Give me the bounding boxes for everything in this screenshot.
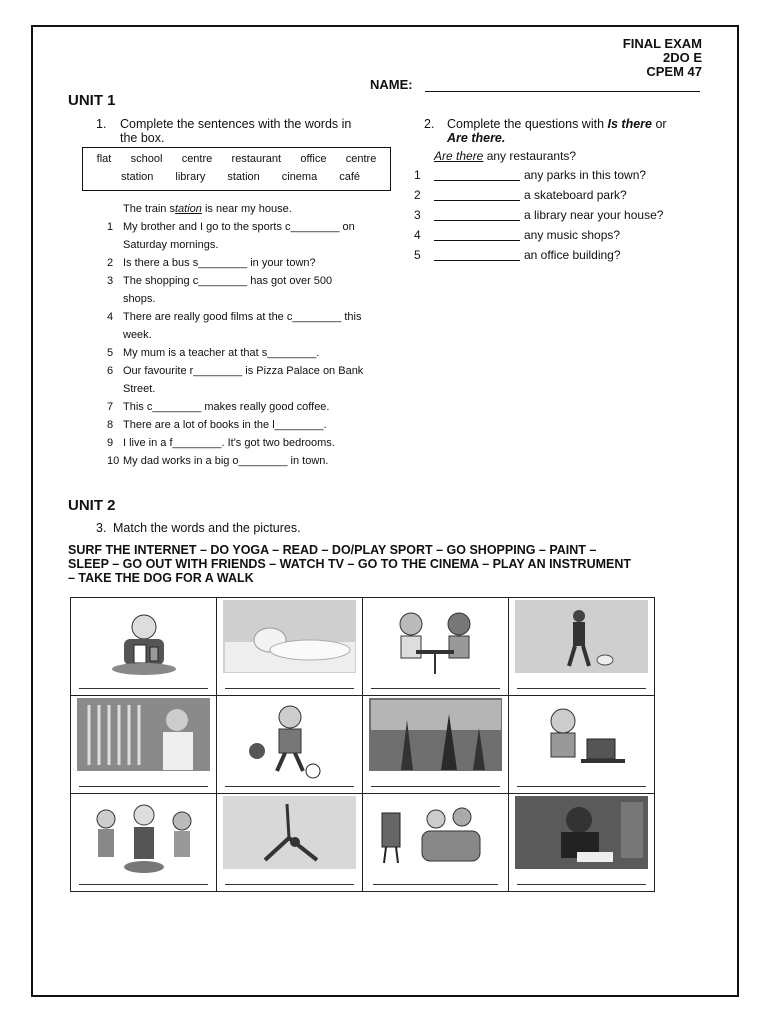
word-box-word: station [227, 171, 260, 183]
ex1-example [123, 202, 292, 216]
picture-cell [71, 598, 217, 696]
answer-line[interactable] [79, 884, 208, 885]
reading-student-picture [515, 796, 648, 869]
ex1-example-word: tation [174, 203, 202, 215]
ex1-item-number: 8 [107, 419, 114, 431]
activity-list-line2: SLEEP – GO OUT WITH FRIENDS – WATCH TV – GO TO THE CINEMA – PLAY AN INSTRUMENT [68, 557, 632, 571]
answer-line[interactable] [517, 786, 646, 787]
ex2-instr-is-there: Is there [607, 117, 652, 131]
ex2-item-number: 3 [414, 208, 421, 222]
word-box-word: centre [345, 153, 377, 165]
ex1-item-number: 6 [107, 365, 114, 377]
ex1-item-number: 7 [107, 401, 114, 413]
ex2-item-text: an office building? [524, 248, 621, 262]
ex2-instr-or: or [651, 117, 667, 131]
band-instruments-picture [79, 799, 208, 877]
sport-player-picture [225, 701, 354, 779]
ex1-item-text: There are really good films at the c________ this [123, 311, 362, 323]
answer-line[interactable] [79, 786, 208, 787]
activity-list-line1: SURF THE INTERNET – DO YOGA – READ – DO/PLAY SPORT – GO SHOPPING – PAINT – [68, 543, 597, 557]
shopping-clothes-picture [77, 698, 210, 771]
watching-tv-picture [371, 799, 500, 877]
ex1-item-text-cont: Saturday mornings. [123, 239, 219, 251]
picture-cell [509, 598, 655, 696]
picture-cell [363, 794, 509, 892]
cinema-popcorn-picture [79, 603, 208, 681]
ex1-item-text: My mum is a teacher at that s________. [123, 347, 320, 359]
ex1-item-text: Is there a bus s________ in your town? [123, 257, 316, 269]
ex2-item-text: any parks in this town? [524, 168, 647, 182]
ex2-instruction-line1 [447, 117, 667, 131]
ex3-instruction: Match the words and the pictures. [113, 521, 301, 535]
answer-line[interactable] [517, 884, 646, 885]
ex1-item-number: 10 [107, 455, 120, 467]
picture-cell [217, 598, 363, 696]
picture-cell [363, 598, 509, 696]
word-box-word: cinema [281, 171, 318, 183]
ex1-item-number: 5 [107, 347, 114, 359]
name-input-line[interactable] [425, 91, 700, 92]
word-box-word: office [300, 153, 327, 165]
word-box-word: library [175, 171, 206, 183]
answer-line[interactable] [79, 688, 208, 689]
word-box-word: school [130, 153, 163, 165]
word-box-word: flat [96, 153, 112, 165]
ex1-item-number: 4 [107, 311, 114, 323]
picture-cell [509, 794, 655, 892]
ex1-item-number: 3 [107, 275, 114, 287]
ex2-item-number: 5 [414, 248, 421, 262]
word-box-word: centre [181, 153, 213, 165]
ex2-answer-blank[interactable] [434, 260, 520, 261]
ex2-item-number: 1 [414, 168, 421, 182]
ex1-instruction-line1: Complete the sentences with the words in [120, 117, 352, 131]
ex1-item-text: My brother and I go to the sports c________ on [123, 221, 355, 233]
dog-walk-picture [515, 600, 648, 673]
ex2-item-text: a library near your house? [524, 208, 664, 222]
ex1-item-number: 1 [107, 221, 114, 233]
name-label: NAME: [370, 77, 413, 92]
exam-school: CPEM 47 [646, 64, 702, 79]
activity-list-line3: – TAKE THE DOG FOR A WALK [68, 571, 254, 585]
unit2-title: UNIT 2 [68, 497, 116, 514]
answer-line[interactable] [517, 688, 646, 689]
answer-line[interactable] [225, 688, 354, 689]
answer-line[interactable] [373, 884, 498, 885]
ex2-item-number: 4 [414, 228, 421, 242]
picture-grid [70, 597, 655, 892]
ex1-number: 1. [96, 117, 107, 131]
ex2-instr-pre: Complete the questions with [447, 117, 608, 131]
ex1-item-text: I live in a f________. It's got two bedrooms. [123, 437, 335, 449]
picture-cell [217, 696, 363, 794]
surf-internet-picture [517, 701, 646, 779]
ex2-item-text: a skateboard park? [524, 188, 627, 202]
ex1-item-text: My dad works in a big o________ in town. [123, 455, 329, 467]
ex2-instr-are-there: Are there. [447, 131, 506, 145]
unit1-title: UNIT 1 [68, 92, 116, 109]
friends-cafe-picture [371, 603, 500, 681]
picture-cell [71, 696, 217, 794]
ex1-item-text-cont: shops. [123, 293, 156, 305]
ex1-item-number: 2 [107, 257, 114, 269]
ex3-number: 3. [96, 521, 107, 535]
answer-line[interactable] [225, 884, 354, 885]
word-box-word: station [121, 171, 154, 183]
landscape-painting-picture [369, 698, 502, 771]
ex2-number: 2. [424, 117, 435, 131]
ex2-instruction-line2 [447, 131, 505, 145]
ex2-answer-blank[interactable] [434, 220, 520, 221]
ex1-item-number: 9 [107, 437, 114, 449]
ex2-example-answer: Are there [434, 149, 484, 163]
yoga-pose-picture [223, 796, 356, 869]
ex2-answer-blank[interactable] [434, 200, 520, 201]
answer-line[interactable] [371, 688, 500, 689]
ex1-example-post: is near my house. [201, 203, 292, 215]
ex2-answer-blank[interactable] [434, 180, 520, 181]
ex1-item-text-cont: Street. [123, 383, 156, 395]
exam-class: 2DO E [662, 50, 702, 65]
picture-cell [509, 696, 655, 794]
ex2-item-number: 2 [414, 188, 421, 202]
ex2-example [434, 149, 576, 163]
word-box [82, 147, 391, 191]
ex1-item-text: The shopping c________ has got over 500 [123, 275, 333, 287]
ex1-example-pre: The train s [123, 203, 175, 215]
answer-line[interactable] [371, 786, 500, 787]
sleeping-woman-picture [223, 600, 356, 673]
ex1-instruction-line2: the box. [120, 131, 165, 145]
ex1-item-text: There are a lot of books in the l________. [123, 419, 327, 431]
answer-line[interactable] [225, 786, 354, 787]
picture-cell [363, 696, 509, 794]
word-box-word: restaurant [231, 153, 282, 165]
picture-cell [217, 794, 363, 892]
picture-cell [71, 794, 217, 892]
ex1-item-text: This c________ makes really good coffee. [123, 401, 330, 413]
ex1-item-text-cont: week. [123, 329, 152, 341]
ex2-item-text: any music shops? [524, 228, 621, 242]
word-box-word: café [339, 171, 360, 183]
ex1-item-text: Our favourite r________ is Pizza Palace on Bank [123, 365, 364, 377]
ex2-answer-blank[interactable] [434, 240, 520, 241]
exam-title: FINAL EXAM [622, 36, 702, 51]
ex2-example-rest: any restaurants? [483, 149, 577, 163]
